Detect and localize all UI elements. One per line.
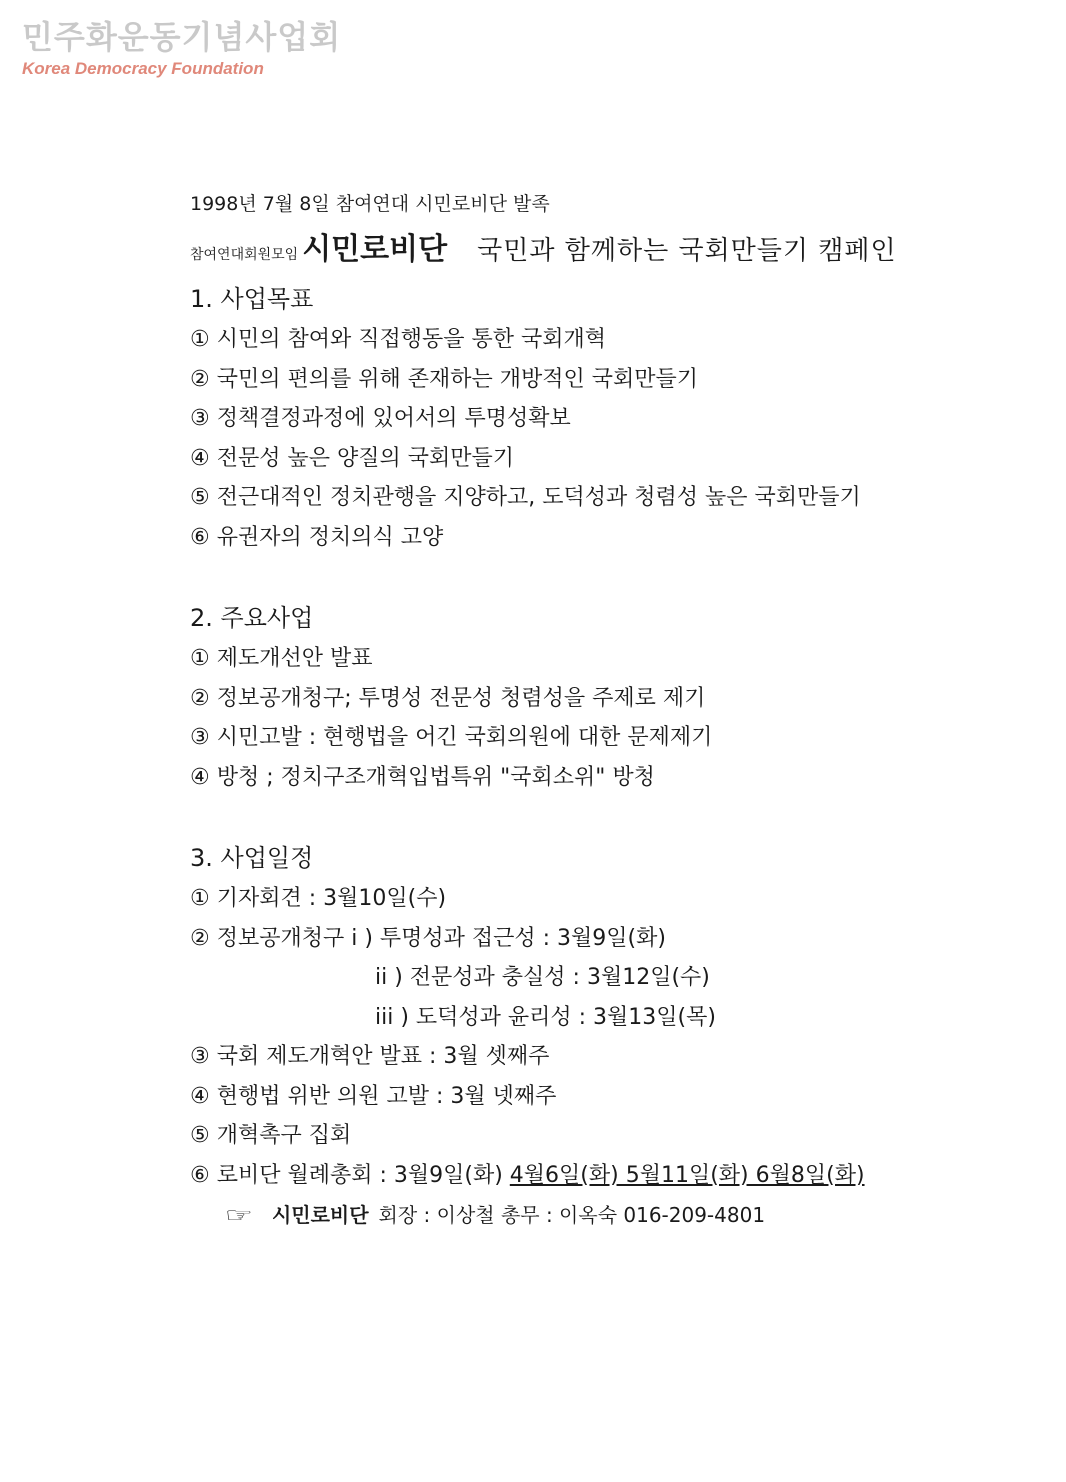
list-item [190, 1156, 1010, 1196]
list-item: ② 정보공개청구; 투명성 전문성 청렴성을 주제로 제기 [190, 685, 706, 711]
list-item: ⑤ 전근대적인 정치관행을 지양하고, 도덕성과 청렴성 높은 국회만들기 [190, 485, 861, 510]
title-main: 시민로비단 [302, 232, 448, 267]
watermark [22, 18, 341, 80]
watermark-korean: 민주화운동기념사업회 [22, 18, 342, 56]
list-subitem: iii ) 도덕성과 윤리성 : 3월13일(목) [375, 1004, 716, 1030]
spacer [190, 557, 1010, 597]
footer [190, 1199, 1010, 1228]
title-org: 참여연대회원모임 [190, 247, 299, 263]
list-subitem: ii ) 전문성과 충실성 : 3월12일(수) [375, 965, 710, 990]
document-body [190, 188, 1010, 1228]
spacer [190, 797, 1010, 837]
title-campaign: 국민과 함께하는 국회만들기 캠페인 [477, 236, 897, 266]
list-item: ③ 국회 제도개혁안 발표 : 3월 셋째주 [190, 1044, 550, 1069]
list-item: ① 기자회견 : 3월10일(수) [190, 886, 447, 911]
section-heading: 2. 주요사업 [190, 604, 314, 632]
schedule-prefix: ⑥ 로비단 월례총회 : 3월9일(화) [190, 1162, 510, 1188]
list-item: ④ 방청 ; 정치구조개혁입법특위 "국회소위" 방청 [190, 764, 655, 790]
section-heading: 3. 사업일정 [190, 844, 314, 872]
pointing-hand-icon: ☞ [224, 1203, 254, 1227]
list-item: ④ 현행법 위반 의원 고발 : 3월 넷째주 [190, 1083, 557, 1109]
list-item: ③ 시민고발 : 현행법을 어긴 국회의원에 대한 문제제기 [190, 725, 713, 750]
section-heading: 1. 사업목표 [190, 285, 314, 313]
date-line: 1998년 7월 8일 참여연대 시민로비단 발족 [190, 193, 550, 215]
list-item: ① 제도개선안 발표 [190, 646, 373, 671]
list-item: ⑤ 개혁촉구 집회 [190, 1123, 352, 1148]
list-item: ⑥ 유권자의 정치의식 고양 [190, 524, 444, 550]
watermark-english: Korea Democracy Foundation [22, 59, 264, 78]
title-row [190, 224, 1010, 268]
section-schedule [190, 837, 1010, 1195]
list-item: ③ 정책결정과정에 있어서의 투명성확보 [190, 406, 571, 431]
list-item: ② 정보공개청구 i ) 투명성과 접근성 : 3월9일(화) [190, 925, 666, 951]
list-item: ① 시민의 참여와 직접행동을 통한 국회개혁 [190, 327, 606, 352]
footer-contact: 회장 : 이상철 총무 : 이옥숙 016-209-4801 [378, 1203, 766, 1227]
list-item: ② 국민의 편의를 위해 존재하는 개방적인 국회만들기 [190, 366, 698, 392]
section-projects [190, 597, 1010, 797]
schedule-underlined-dates: 4월6일(화) 5월11일(화) 6월8일(화) [509, 1162, 865, 1188]
section-goals [190, 278, 1010, 557]
list-item: ④ 전문성 높은 양질의 국회만들기 [190, 445, 514, 471]
footer-name: 시민로비단 [271, 1203, 369, 1227]
